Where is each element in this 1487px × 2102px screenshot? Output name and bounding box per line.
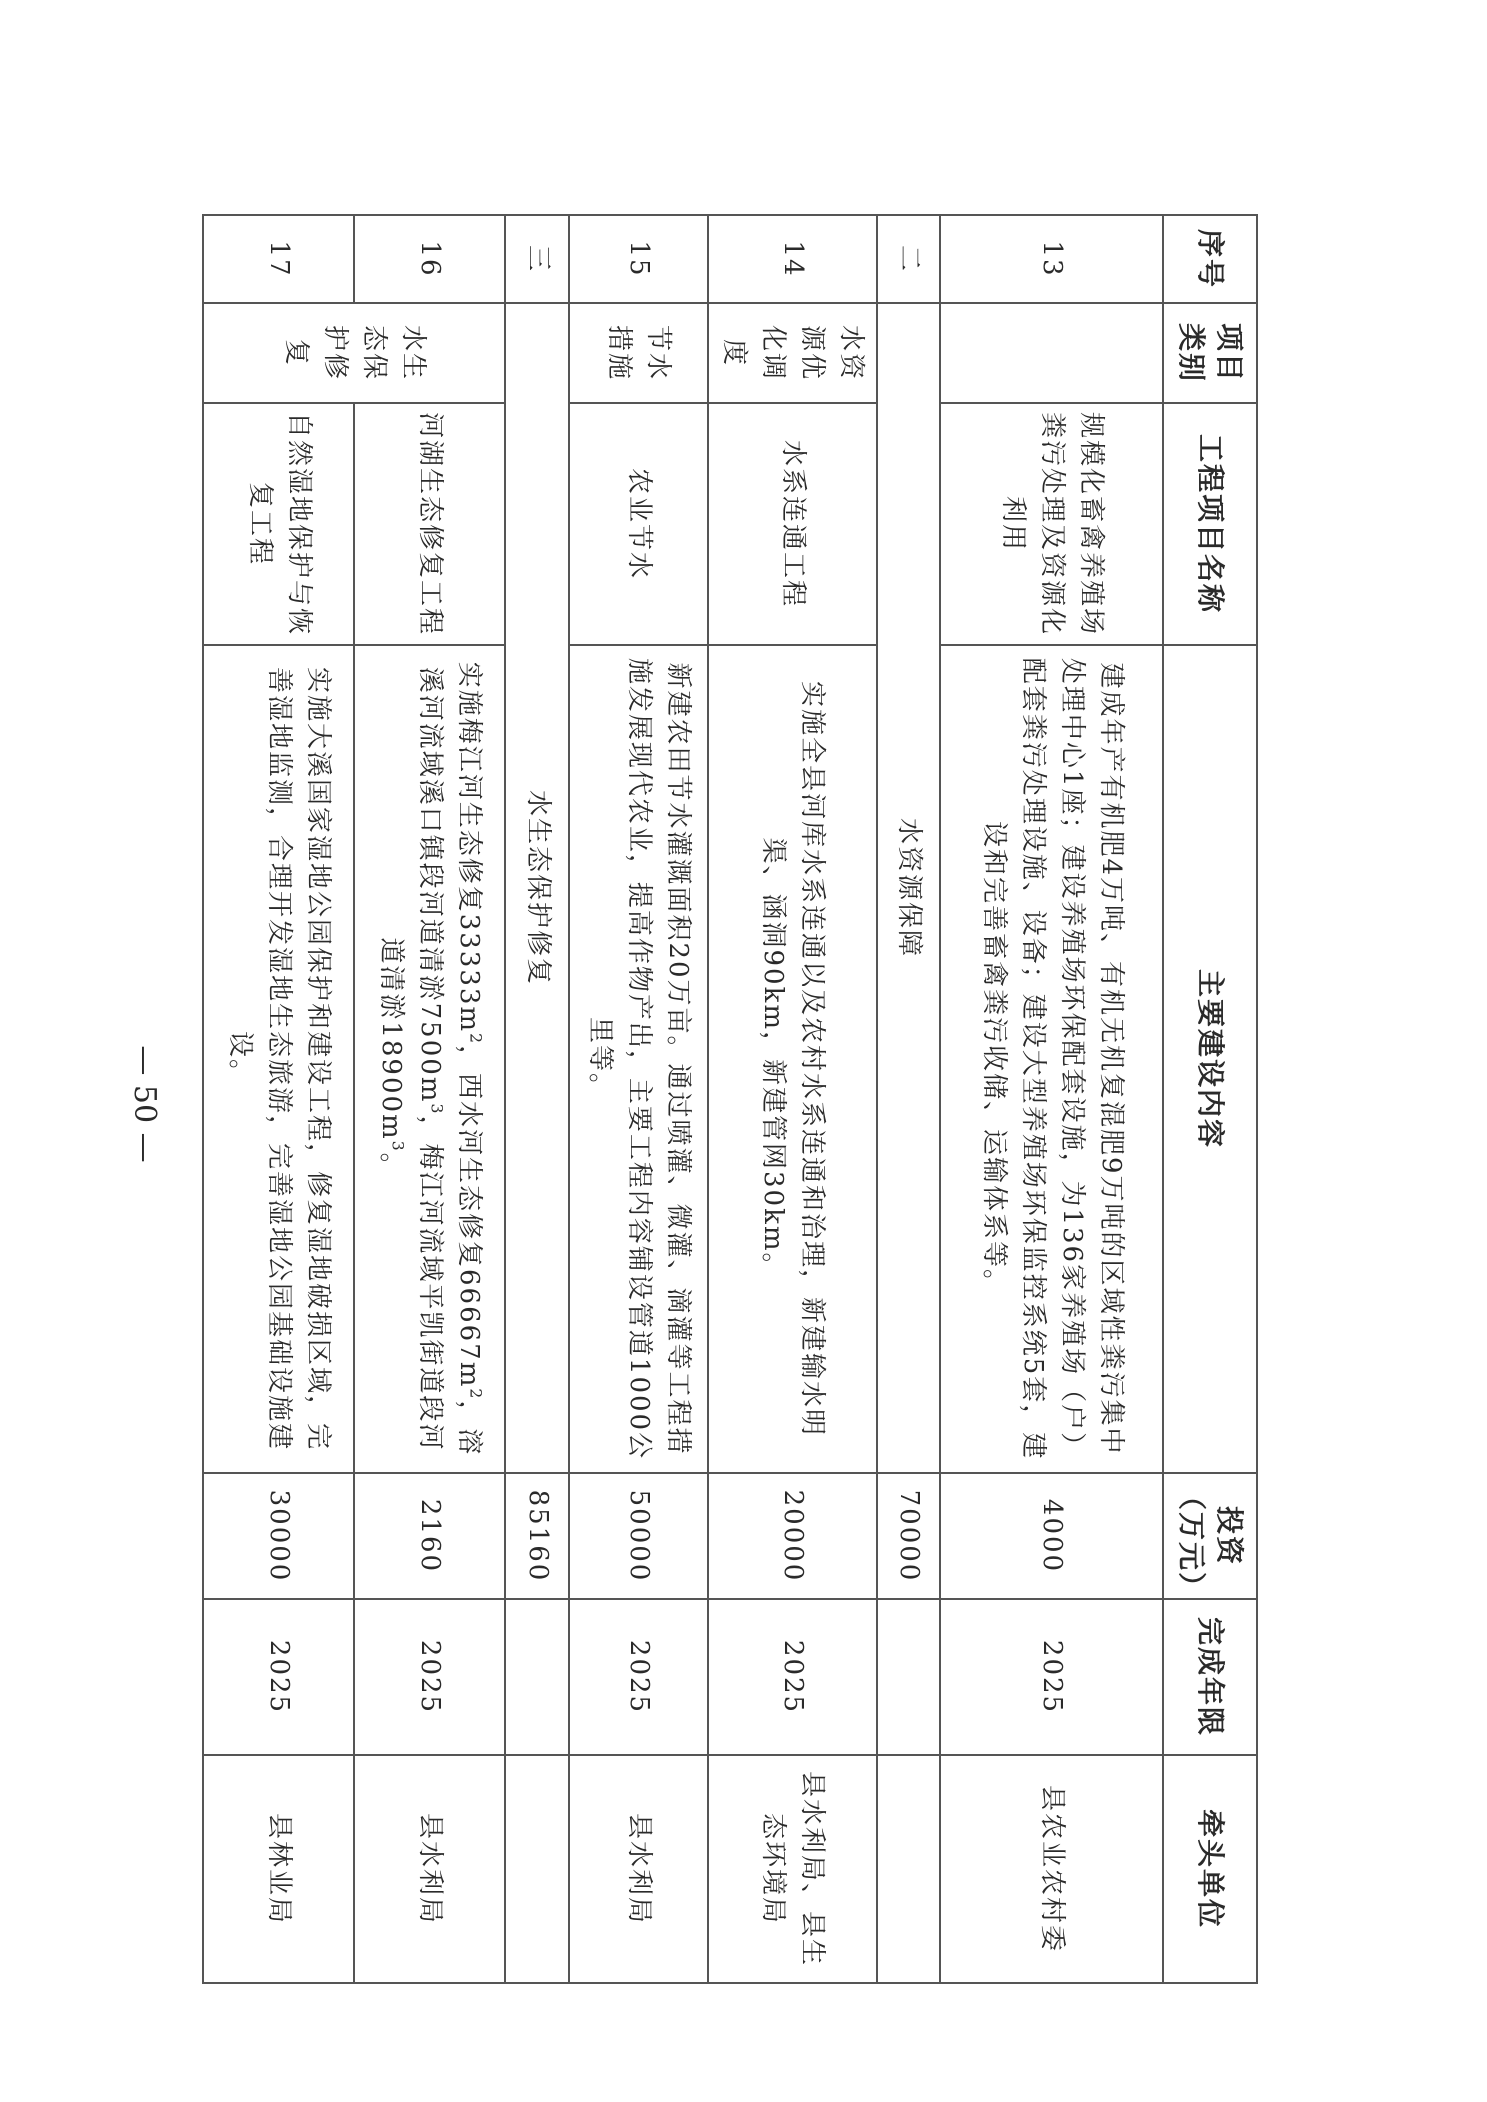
header-name: 工程项目名称	[1163, 403, 1257, 645]
section-seq: 三	[505, 215, 568, 303]
row-name: 规模化畜禽养殖场粪污处理及资源化利用	[940, 403, 1163, 645]
row-lead: 县水利局、县生态环境局	[708, 1755, 878, 1983]
section-seq: 二	[877, 215, 940, 303]
section-investment: 85160	[505, 1473, 568, 1599]
table-row	[940, 215, 1163, 1983]
row-category	[940, 303, 1163, 403]
section-year	[877, 1599, 940, 1755]
row-investment: 20000	[708, 1473, 878, 1599]
header-year: 完成年限	[1163, 1599, 1257, 1755]
row-name: 水系连通工程	[708, 403, 878, 645]
header-lead: 牵头单位	[1163, 1755, 1257, 1983]
row-name: 河湖生态修复工程	[354, 403, 505, 645]
row-year: 2025	[708, 1599, 878, 1755]
row-year: 2025	[940, 1599, 1163, 1755]
row-year: 2025	[203, 1599, 354, 1755]
page-number: — 50 —	[127, 1045, 162, 1163]
row-name: 农业节水	[569, 403, 708, 645]
row-content: 新建农田节水灌溉面积20万亩。通过喷灌、微灌、滴灌等工程措施发展现代农业，提高作物产出，主要工程内容铺设管道1000公里等。	[569, 645, 708, 1473]
section-year	[505, 1599, 568, 1755]
row-investment: 4000	[940, 1473, 1163, 1599]
row-year: 2025	[569, 1599, 708, 1755]
row-category: 水生态保护修复	[203, 303, 505, 403]
table-row	[354, 215, 505, 1983]
row-lead: 县农业农村委	[940, 1755, 1163, 1983]
row-category: 节水措施	[569, 303, 708, 403]
row-lead: 县水利局	[354, 1755, 505, 1983]
row-content: 实施大溪国家湿地公园保护和建设工程，修复湿地破损区域，完善湿地监测，合理开发湿地生态旅游，完善湿地公园基础设施建设。	[203, 645, 354, 1473]
row-lead: 县水利局	[569, 1755, 708, 1983]
row-category: 水资源优化调度	[708, 303, 878, 403]
section-title: 水资源保障	[877, 303, 940, 1473]
section-row	[505, 215, 568, 1983]
table-row	[708, 215, 878, 1983]
row-content: 实施梅江河生态修复$33333m^2$，西水河生态修复$66667m^2$，溶溪河流域溪口镇段河道清淤$7500m^3$，梅江河流域平凯街道段河道清淤$18900m^3$。	[354, 645, 505, 1473]
row-seq: 14	[708, 215, 878, 303]
row-seq: 15	[569, 215, 708, 303]
section-row	[877, 215, 940, 1983]
project-table	[202, 214, 1258, 1984]
row-year: 2025	[354, 1599, 505, 1755]
row-name: 自然湿地保护与恢复工程	[203, 403, 354, 645]
row-seq: 13	[940, 215, 1163, 303]
row-content: 实施全县河库水系连通以及农村水系连通和治理，新建输水明渠、涵洞90km，新建管网30km。	[708, 645, 878, 1473]
row-investment: 2160	[354, 1473, 505, 1599]
row-seq: 16	[354, 215, 505, 303]
row-investment: 50000	[569, 1473, 708, 1599]
header-row	[1163, 215, 1257, 1983]
section-title: 水生态保护修复	[505, 303, 568, 1473]
section-investment: 70000	[877, 1473, 940, 1599]
rotated-page	[127, 214, 1258, 1982]
table-row	[203, 215, 354, 1983]
section-lead	[877, 1755, 940, 1983]
row-investment: 30000	[203, 1473, 354, 1599]
row-lead: 县林业局	[203, 1755, 354, 1983]
header-seq: 序号	[1163, 215, 1257, 303]
section-lead	[505, 1755, 568, 1983]
row-seq: 17	[203, 215, 354, 303]
header-content: 主要建设内容	[1163, 645, 1257, 1473]
header-category: 项目类别	[1163, 303, 1257, 403]
table-row	[569, 215, 708, 1983]
header-investment: 投资（万元）	[1163, 1473, 1257, 1599]
row-content: 建成年产有机肥4万吨、有机无机复混肥9万吨的区域性粪污集中处理中心1座；建设养殖场环保配套设施，为136家养殖场（户）配套粪污处理设施、设备；建设大型养殖场环保监控系统5套，建设和完善畜禽粪污收储、运输体系等。	[940, 645, 1163, 1473]
